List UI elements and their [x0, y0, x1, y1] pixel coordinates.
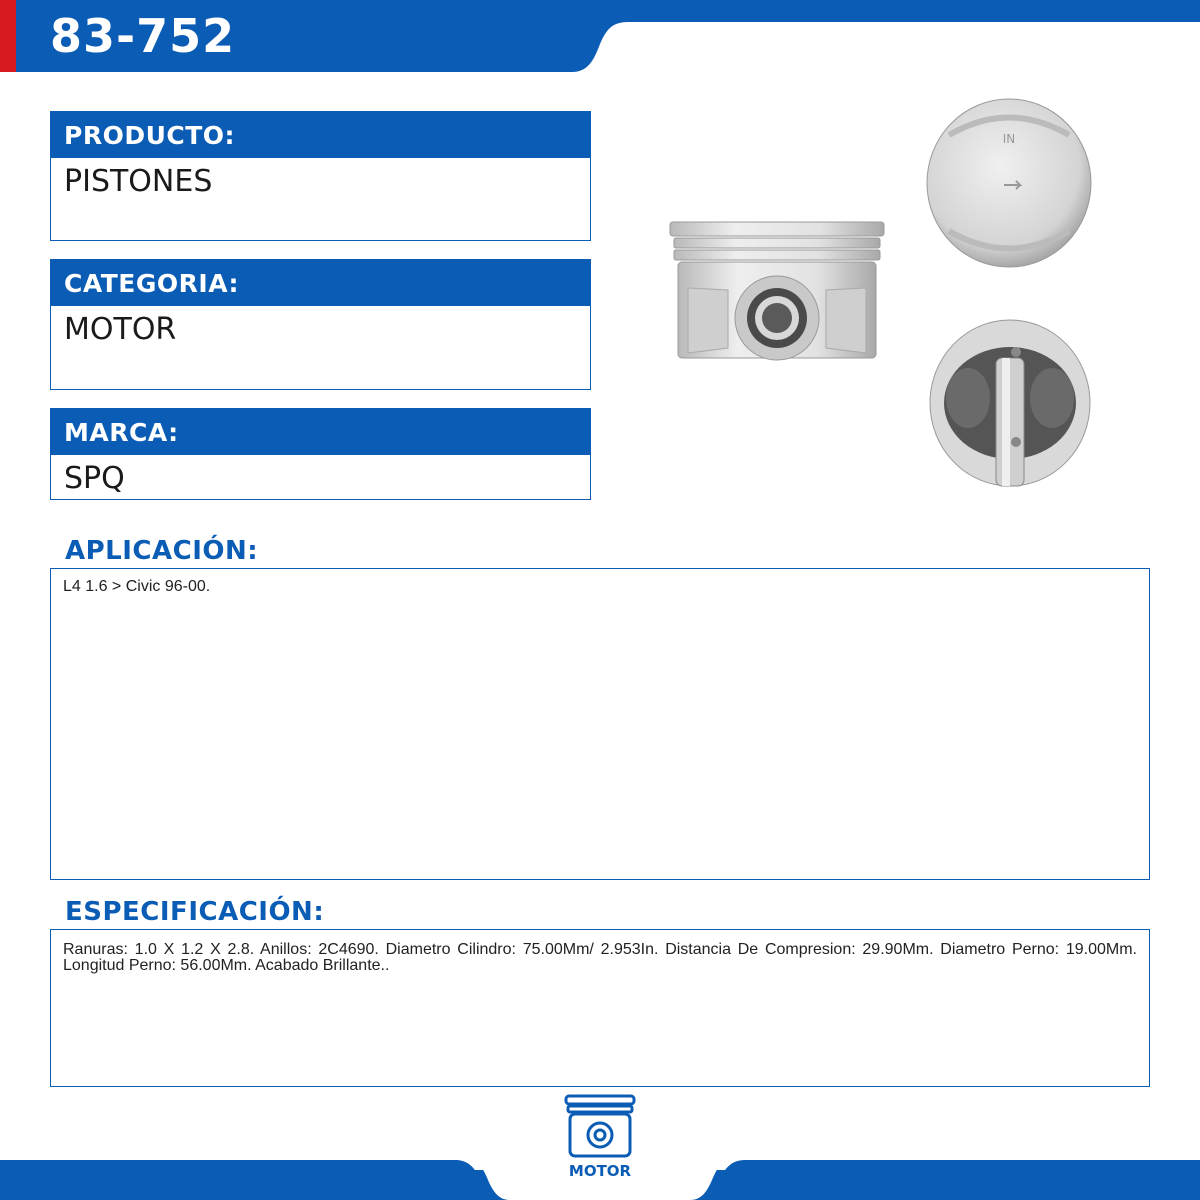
marca-box: [50, 408, 591, 500]
motor-category-label: MOTOR: [568, 1162, 632, 1180]
marca-value: SPQ: [64, 461, 125, 496]
aplicacion-box: [50, 568, 1150, 880]
producto-value: PISTONES: [64, 164, 213, 199]
categoria-box: [50, 259, 591, 390]
producto-label: PRODUCTO:: [51, 112, 590, 158]
categoria-label: CATEGORIA:: [51, 260, 590, 306]
especificacion-text: Ranuras: 1.0 X 1.2 X 2.8. Anillos: 2C4690. Diametro Cilindro: 75.00Mm/ 2.953In. Distancia De Compresion: 29.90Mm. Diametro Perno: 19.00Mm. Longitud Perno: 56.00Mm. Acabado Brillante..: [63, 941, 1137, 974]
especificacion-title: ESPECIFICACIÓN:: [65, 897, 325, 927]
piston-bottom-view-image: [928, 318, 1092, 488]
header-bar: [0, 0, 1200, 72]
producto-box: [50, 111, 591, 241]
piston-icon: [560, 1092, 640, 1160]
piston-top-view-image: [924, 95, 1094, 270]
part-number-title: 83-752: [50, 9, 236, 63]
piston-mark-in: IN: [1002, 132, 1016, 146]
categoria-value: MOTOR: [64, 312, 177, 347]
aplicacion-text: L4 1.6 > Civic 96-00.: [63, 578, 211, 595]
especificacion-box: [50, 929, 1150, 1087]
piston-side-view-image: [668, 218, 886, 368]
aplicacion-title: APLICACIÓN:: [65, 536, 259, 566]
marca-label: MARCA:: [51, 409, 590, 455]
